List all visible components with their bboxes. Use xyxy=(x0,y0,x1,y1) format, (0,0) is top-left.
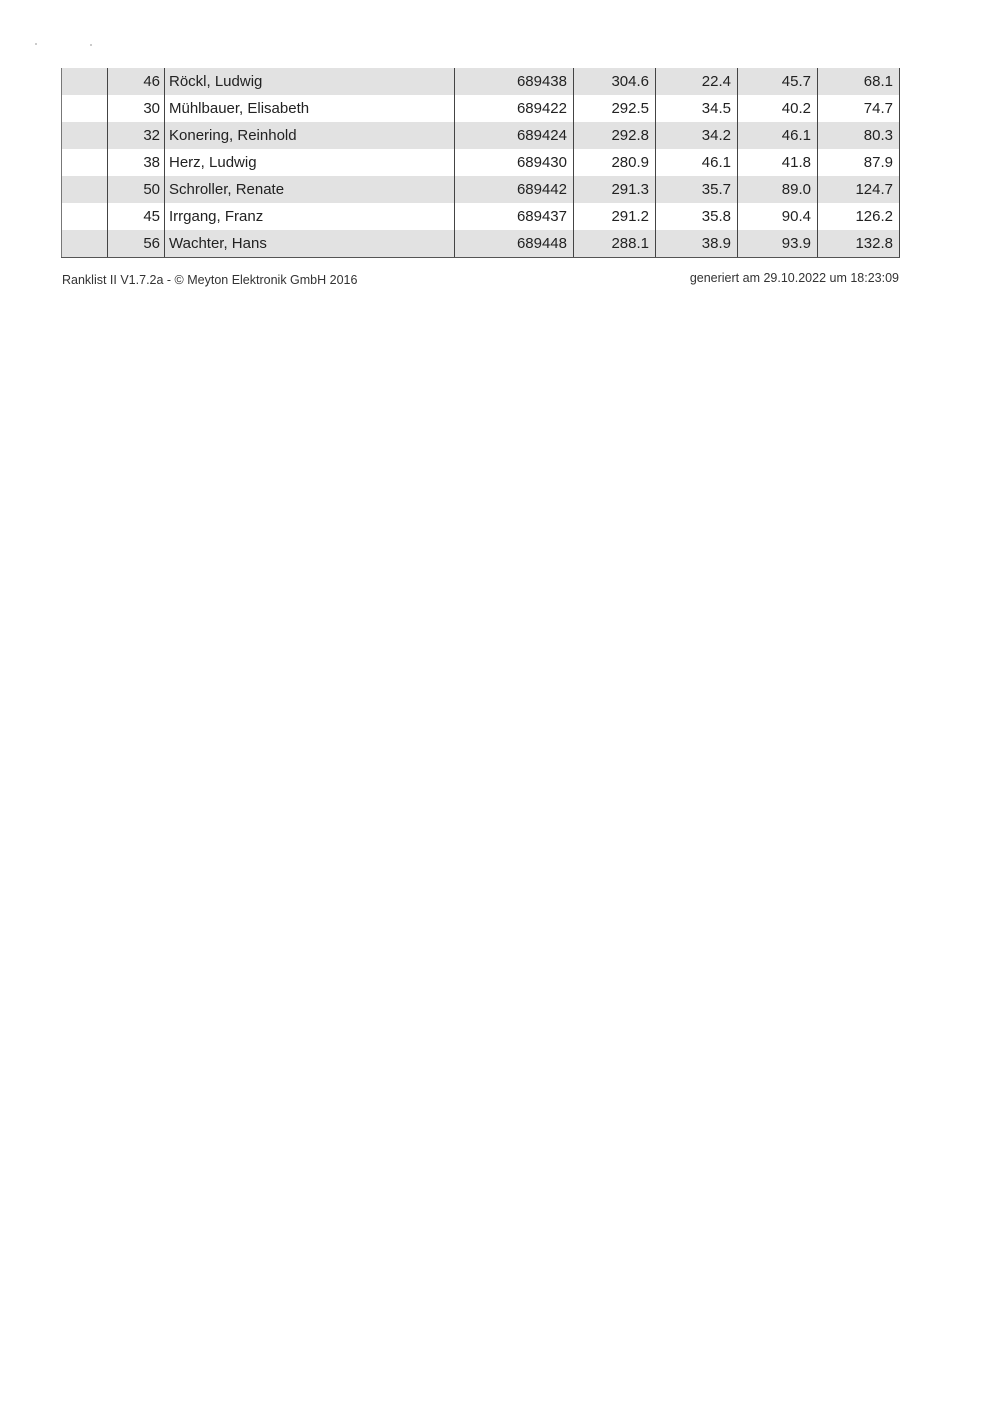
value4-cell: 80.3 xyxy=(818,122,900,149)
value1-cell: 291.3 xyxy=(574,176,656,203)
start-number-cell: 32 xyxy=(108,122,165,149)
value2-cell: 34.2 xyxy=(656,122,738,149)
id-cell: 689430 xyxy=(455,149,574,176)
results-table xyxy=(61,68,900,258)
table-row xyxy=(62,176,900,203)
id-cell: 689438 xyxy=(455,68,574,95)
rank-cell xyxy=(62,203,108,230)
id-cell: 689424 xyxy=(455,122,574,149)
value2-cell: 38.9 xyxy=(656,230,738,257)
start-number-cell: 46 xyxy=(108,68,165,95)
value3-cell: 40.2 xyxy=(738,95,818,122)
scan-speck xyxy=(35,43,37,45)
table-row xyxy=(62,203,900,230)
value1-cell: 280.9 xyxy=(574,149,656,176)
rank-cell xyxy=(62,149,108,176)
shooter-name-cell: Mühlbauer, Elisabeth xyxy=(165,95,455,122)
shooter-name-cell: Röckl, Ludwig xyxy=(165,68,455,95)
rank-cell xyxy=(62,68,108,95)
value4-cell: 68.1 xyxy=(818,68,900,95)
shooter-name-cell: Herz, Ludwig xyxy=(165,149,455,176)
footer-copyright: Ranklist II V1.7.2a - © Meyton Elektronik GmbH 2016 xyxy=(62,273,358,287)
shooter-name-cell: Wachter, Hans xyxy=(165,230,455,257)
table-row xyxy=(62,122,900,149)
id-cell: 689442 xyxy=(455,176,574,203)
shooter-name-cell: Irrgang, Franz xyxy=(165,203,455,230)
start-number-cell: 56 xyxy=(108,230,165,257)
table-row xyxy=(62,68,900,95)
table-row xyxy=(62,230,900,257)
value2-cell: 35.7 xyxy=(656,176,738,203)
table-row xyxy=(62,95,900,122)
table-row xyxy=(62,149,900,176)
shooter-name-cell: Schroller, Renate xyxy=(165,176,455,203)
rank-cell xyxy=(62,95,108,122)
footer-generated-timestamp: generiert am 29.10.2022 um 18:23:09 xyxy=(689,271,899,285)
start-number-cell: 50 xyxy=(108,176,165,203)
value1-cell: 291.2 xyxy=(574,203,656,230)
value1-cell: 304.6 xyxy=(574,68,656,95)
start-number-cell: 30 xyxy=(108,95,165,122)
value3-cell: 45.7 xyxy=(738,68,818,95)
value4-cell: 87.9 xyxy=(818,149,900,176)
value3-cell: 89.0 xyxy=(738,176,818,203)
value1-cell: 288.1 xyxy=(574,230,656,257)
start-number-cell: 45 xyxy=(108,203,165,230)
value3-cell: 90.4 xyxy=(738,203,818,230)
value4-cell: 126.2 xyxy=(818,203,900,230)
value4-cell: 132.8 xyxy=(818,230,900,257)
start-number-cell: 38 xyxy=(108,149,165,176)
value2-cell: 34.5 xyxy=(656,95,738,122)
results-table-body xyxy=(62,68,900,257)
value4-cell: 124.7 xyxy=(818,176,900,203)
rank-cell xyxy=(62,176,108,203)
scan-speck xyxy=(90,44,92,46)
value3-cell: 41.8 xyxy=(738,149,818,176)
value2-cell: 46.1 xyxy=(656,149,738,176)
rank-cell xyxy=(62,230,108,257)
id-cell: 689422 xyxy=(455,95,574,122)
id-cell: 689437 xyxy=(455,203,574,230)
value3-cell: 46.1 xyxy=(738,122,818,149)
value1-cell: 292.5 xyxy=(574,95,656,122)
rank-cell xyxy=(62,122,108,149)
value1-cell: 292.8 xyxy=(574,122,656,149)
value2-cell: 22.4 xyxy=(656,68,738,95)
value4-cell: 74.7 xyxy=(818,95,900,122)
value3-cell: 93.9 xyxy=(738,230,818,257)
id-cell: 689448 xyxy=(455,230,574,257)
value2-cell: 35.8 xyxy=(656,203,738,230)
shooter-name-cell: Konering, Reinhold xyxy=(165,122,455,149)
